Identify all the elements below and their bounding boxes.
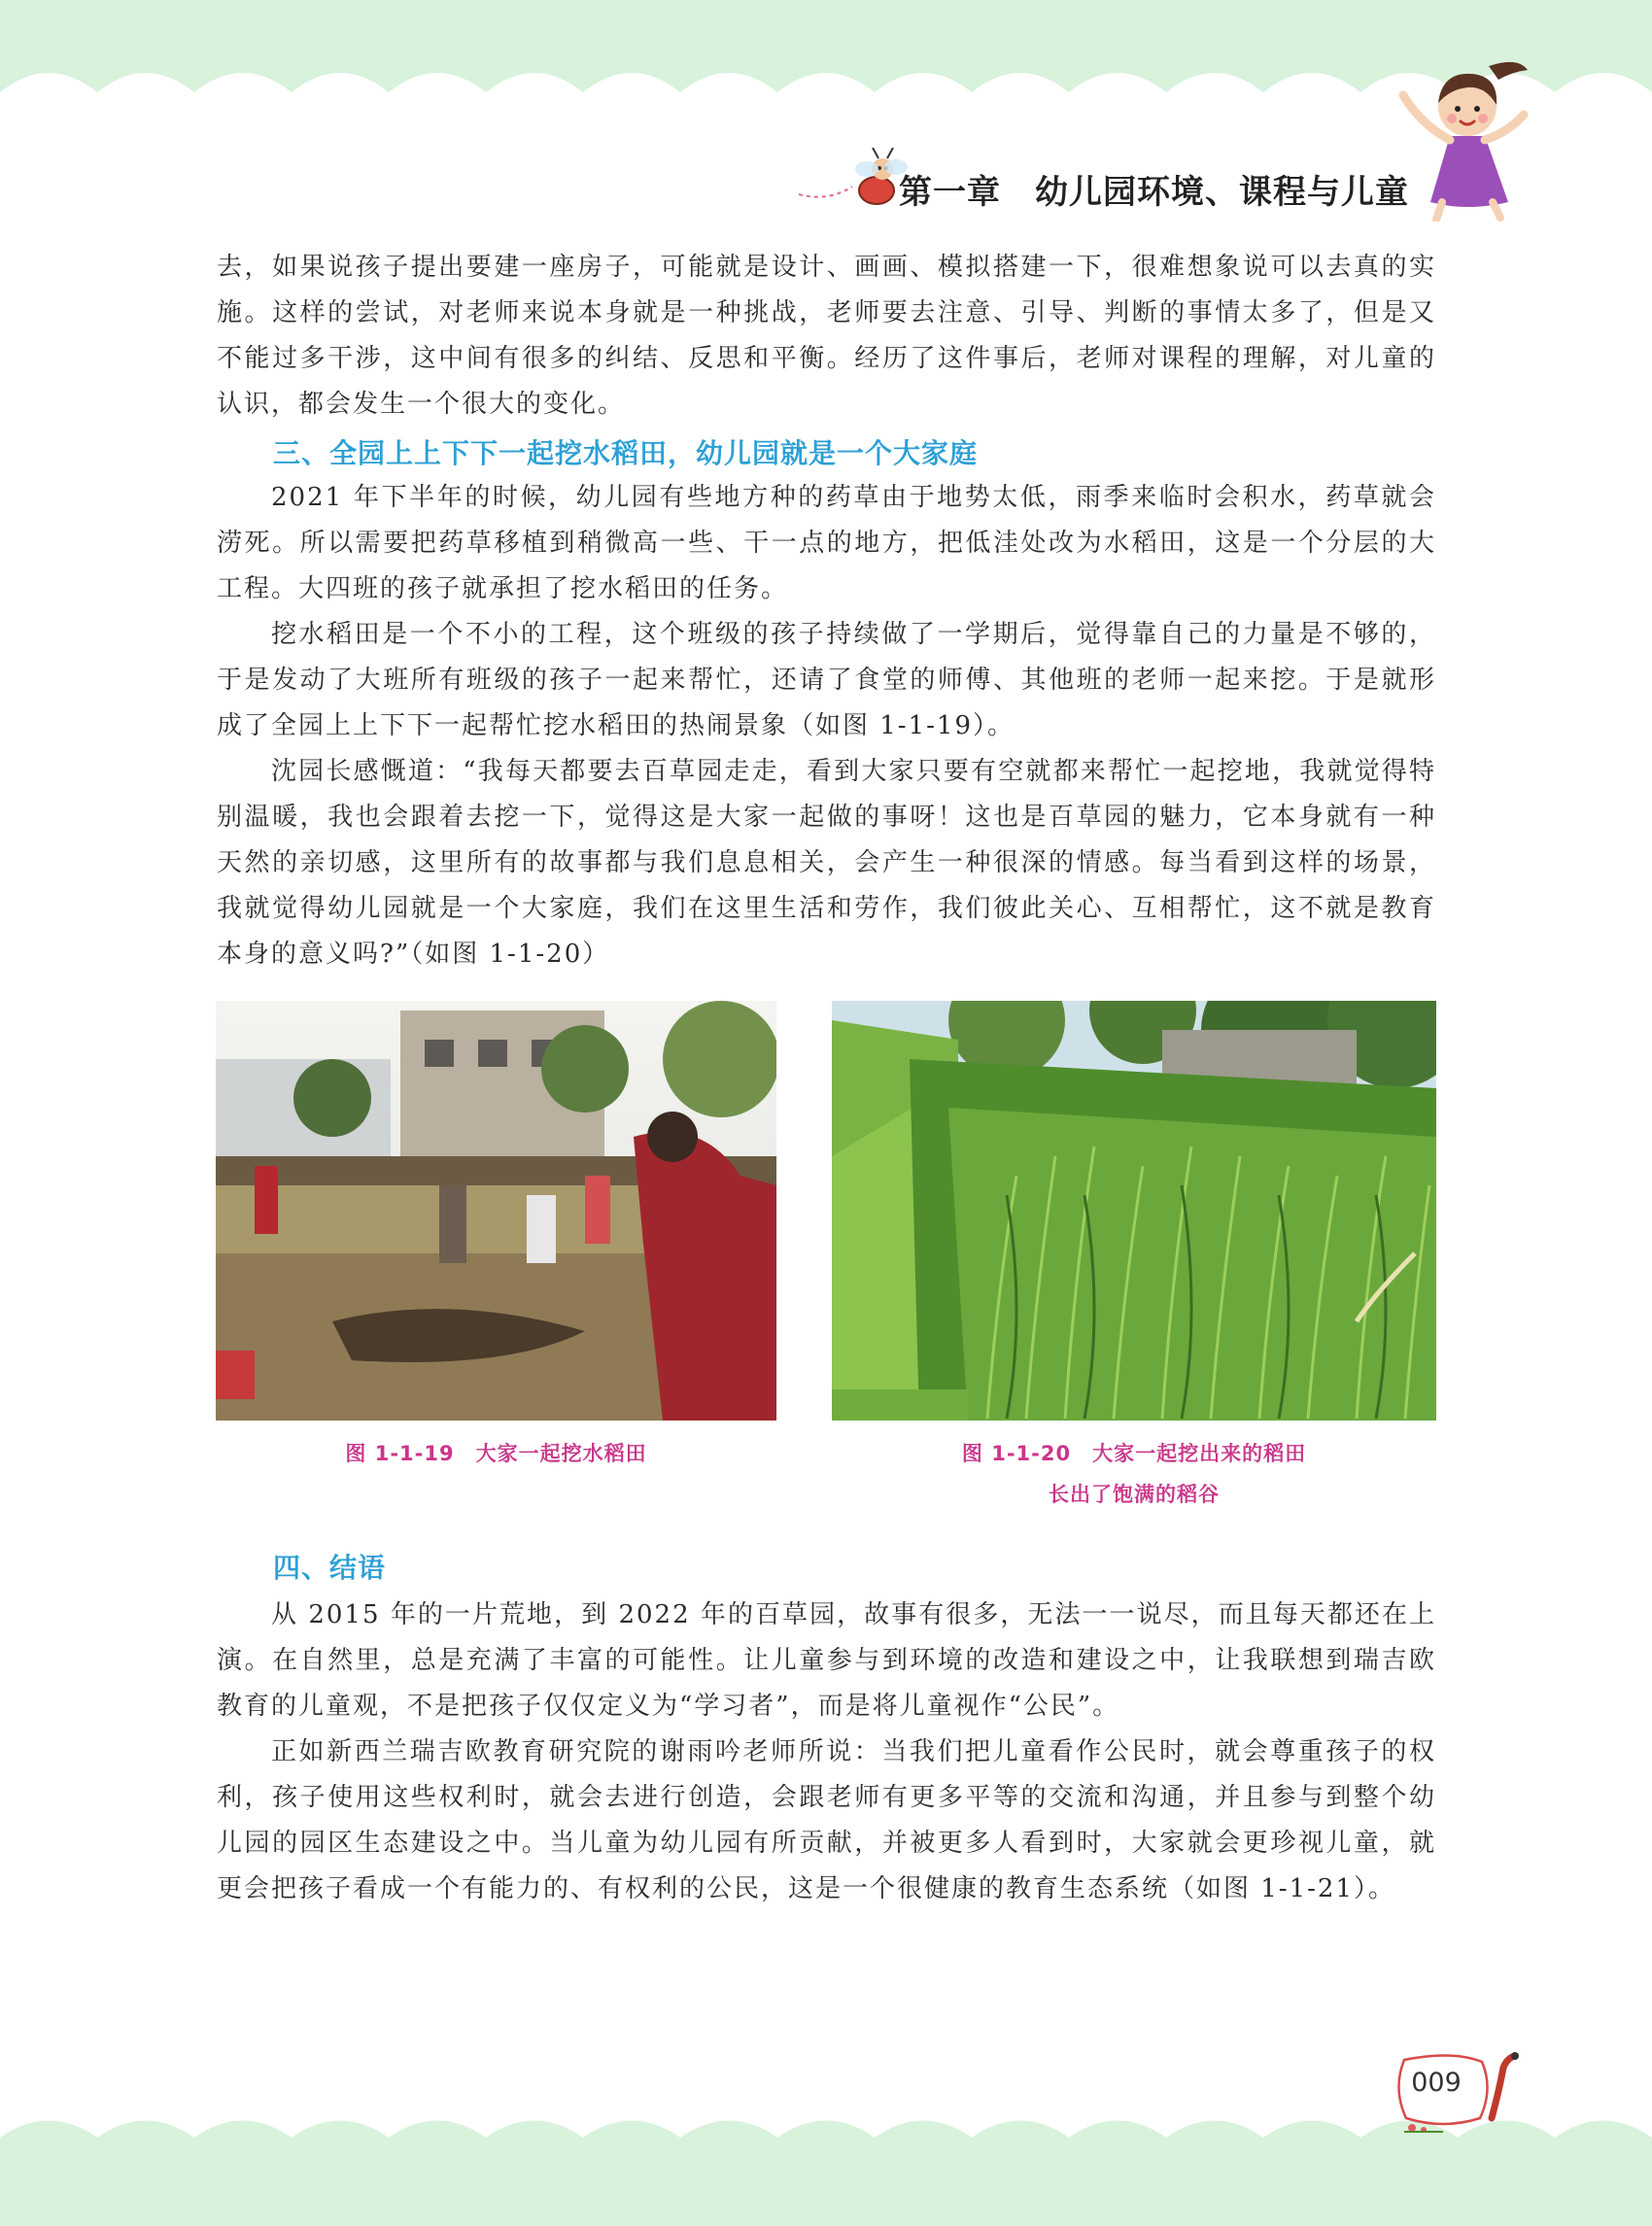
figure-caption-1-1-20-line2: 长出了饱满的稻谷 <box>1049 1483 1220 1506</box>
section-3 <box>217 429 1436 977</box>
intro-text-block <box>217 245 1436 428</box>
paragraph: 2021 年下半年的时候，幼儿园有些地方种的药草由于地势太低，雨季来临时会积水，药草就会涝死。所以需要把药草移植到稍微高一些、干一点的地方，把低洼处改为水稻田，这是一个分层的大工程。大四班的孩子就承担了挖水稻田的任务。 <box>217 483 1436 603</box>
paragraph: 从 2015 年的一片荒地，到 2022 年的百草园，故事有很多，无法一一说尽，而且每天都还在上演。在自然里，总是充满了丰富的可能性。让儿童参与到环境的改造和建设之中，让我联想到瑞吉欧教育的儿童观，不是把孩子仅仅定义为“学习者”，而是将儿童视作“公民”。 <box>217 1600 1436 1721</box>
photo-rice-paddy-grown <box>832 1001 1436 1421</box>
paragraph: 沈园长感慨道：“我每天都要去百草园走走，看到大家只要有空就都来帮忙一起挖地，我就觉得特别温暖，我也会跟着去挖一下，觉得这是大家一起做的事呀！这也是百草园的魅力，它本身就有一种天然的亲切感，这里所有的故事都与我们息息相关，会产生一种很深的情感。每当看到这样的场景，我就觉得幼儿园就是一个大家庭，我们在这里生活和劳作，我们彼此关心、互相帮忙，这不就是教育本身的意义吗?”（如图 1-1-20） <box>217 757 1436 969</box>
section-heading: 四、结语 <box>273 1552 387 1584</box>
paragraph: 去，如果说孩子提出要建一座房子，可能就是设计、画画、模拟搭建一下，很难想象说可以去真的实施。这样的尝试，对老师来说本身就是一种挑战，老师要去注意、引导、判断的事情太多了，但是又不能过多干涉，这中间有很多的纠结、反思和平衡。经历了这件事后，老师对课程的理解，对儿童的认识，都会发生一个很大的变化。 <box>217 253 1436 419</box>
paragraph: 正如新西兰瑞吉欧教育研究院的谢雨吟老师所说：当我们把儿童看作公民时，就会尊重孩子的权利，孩子使用这些权利时，就会去进行创造，会跟老师有更多平等的交流和沟通，并且参与到整个幼儿园的园区生态建设之中。当儿童为幼儿园有所贡献，并被更多人看到时，大家就会更珍视儿童，就更会把孩子看成一个有能力的、有权利的公民，这是一个很健康的教育生态系统（如图 1-1-21）。 <box>217 1737 1436 1903</box>
chapter-header: 第一章 幼儿园环境、课程与儿童 <box>899 173 1409 212</box>
section-4 <box>217 1544 1436 1912</box>
photo-digging-rice-paddy <box>216 1001 776 1421</box>
page-number: 009 <box>1411 2068 1462 2098</box>
figure-caption-1-1-19: 图 1-1-19 大家一起挖水稻田 <box>345 1442 647 1465</box>
girl-illustration <box>1392 56 1537 222</box>
figure-caption-1-1-20: 图 1-1-20 大家一起挖出来的稻田 <box>961 1442 1307 1465</box>
bee-illustration <box>799 148 915 218</box>
section-heading: 三、全园上上下下一起挖水稻田，幼儿园就是一个大家庭 <box>273 437 979 469</box>
paragraph: 挖水稻田是一个不小的工程，这个班级的孩子持续做了一学期后，觉得靠自己的力量是不够的，于是发动了大班所有班级的孩子一起来帮忙，还请了食堂的师傅、其他班的老师一起来挖。于是就形成了全园上上下下一起帮忙挖水稻田的热闹景象（如图 1-1-19）。 <box>217 620 1436 740</box>
